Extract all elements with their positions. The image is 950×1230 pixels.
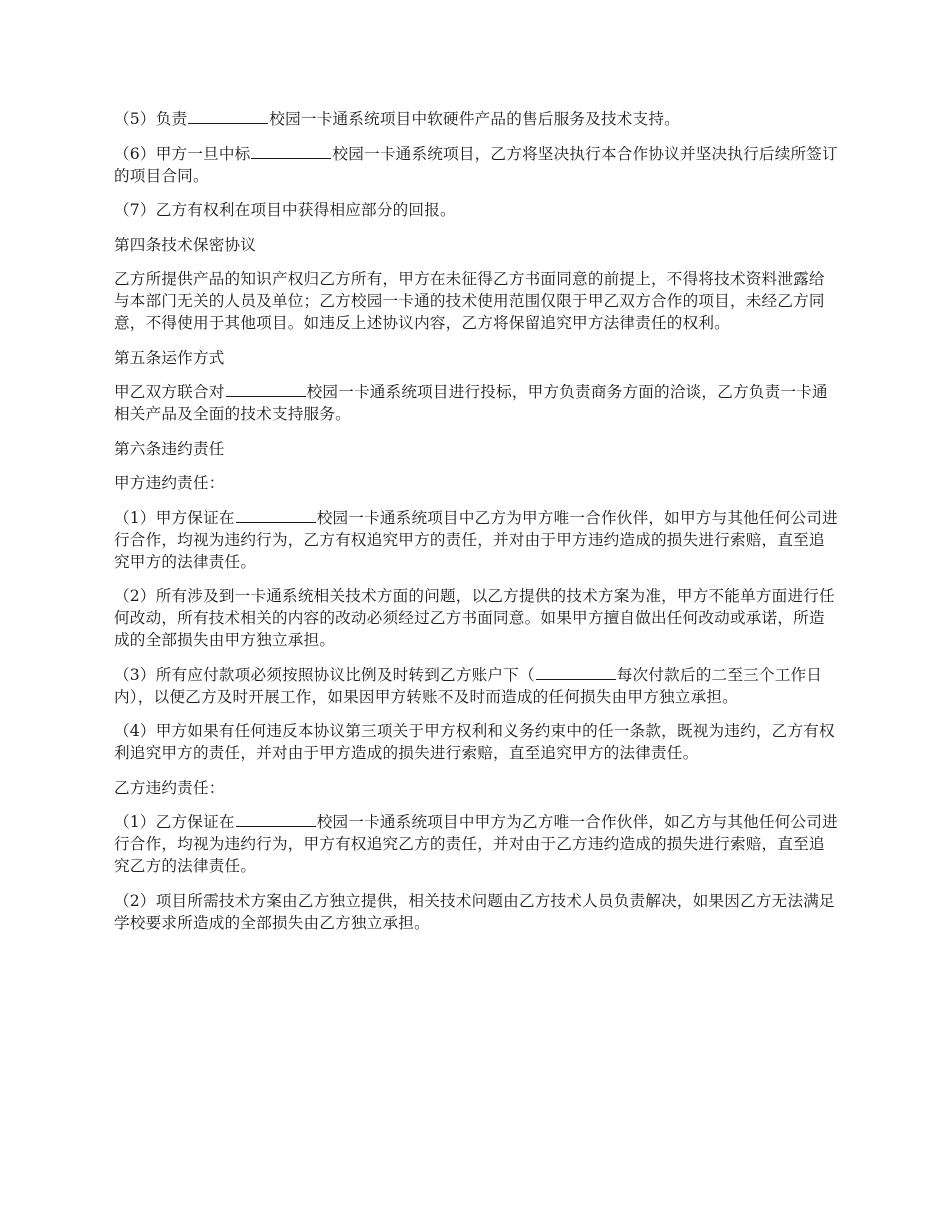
fill-in-blank[interactable] [236,507,316,523]
fill-in-blank[interactable] [226,381,306,397]
clause-text: （3）所有应付款项必须按照协议比例及时转到乙方账户下（ [114,665,535,684]
heading-text: 乙方违约责任： [114,778,225,797]
clause-text: 校园一卡通系统项目中乙方为甲方唯一合作伙伴，如甲方与其他任何公司进行合作，均视为违约行为，乙方有权追究甲方的责任，并对由于甲方违约造成的损失进行索赔，直至追究甲方的法律责任。 [114,508,838,571]
party-a-clause-3 [114,664,840,708]
party-b-clause-2 [114,890,840,934]
clause-6 [114,143,840,187]
subheading-party-b [114,777,840,799]
clause-text: （6）甲方一旦中标 [114,144,251,163]
party-a-clause-1 [114,507,840,573]
operation-paragraph [114,381,840,425]
clause-text: 校园一卡通系统项目，乙方将坚决执行本合作协议并坚决执行后续所签订的项目合同。 [114,144,838,185]
heading-text: 第五条运作方式 [114,348,225,367]
clause-text: 每次付款后的二至三个工作日内），以便乙方及时开展工作，如果因甲方转账不及时而造成的任何损失由甲方独立承担。 [114,665,823,706]
clause-text: 校园一卡通系统项目中甲方为乙方唯一合作伙伴，如乙方与其他任何公司进行合作，均视为违约行为，甲方有权追究乙方的责任，并对由于乙方违约造成的损失进行索赔，直至追究乙方的法律责任。 [114,813,838,875]
section-heading-article-6 [114,438,840,460]
party-a-clause-2 [114,585,840,651]
clause-text: （2）项目所需技术方案由乙方独立提供，相关技术问题由乙方技术人员负责解决，如果因乙方无法满足学校要求所造成的全部损失由乙方独立承担。 [114,891,835,932]
section-heading-article-4 [114,234,840,256]
clause-text: （1）甲方保证在 [114,508,235,527]
clause-text: （7）乙方有权利在项目中获得相应部分的回报。 [114,201,456,219]
fill-in-blank[interactable] [188,108,268,124]
fill-in-blank[interactable] [236,811,316,827]
clause-text: 乙方所提供产品的知识产权归乙方所有，甲方在未征得乙方书面同意的前提上，不得将技术资料泄露给与本部门无关的人员及单位；乙方校园一卡通的技术使用范围仅限于甲乙双方合作的项目，未经乙方同意，不得使用于其他项目。如违反上述协议内容，乙方将保留追究甲方法律责任的权利。 [114,270,825,332]
heading-text: 甲方违约责任： [114,474,225,492]
clause-text: （1）乙方保证在 [114,813,235,831]
clause-7 [114,199,840,221]
confidentiality-paragraph [114,268,840,334]
heading-text: 第六条违约责任 [114,439,225,458]
document-page [114,108,840,946]
clause-text: （4）甲方如果有任何违反本协议第三项关于甲方权利和义务约束中的任一条款，既视为违约，乙方有权利追究甲方的责任，并对由于甲方造成的损失进行索赔，直至追究甲方的法律责任。 [114,722,835,762]
clause-text: （2）所有涉及到一卡通系统相关技术方面的问题，以乙方提供的技术方案为准，甲方不能单方面进行任何改动，所有技术相关的内容的改动必须经过乙方书面同意。如果甲方擅自做出任何改动或承诺，所造成的全部损失由甲方独立承担。 [114,587,835,649]
fill-in-blank[interactable] [251,143,331,159]
fill-in-blank[interactable] [536,664,616,680]
party-b-clause-1 [114,811,840,877]
party-a-clause-4 [114,720,840,764]
section-heading-article-5 [114,347,840,369]
clause-5 [114,108,840,130]
clause-text: 甲乙双方联合对 [114,383,225,401]
clause-text: 校园一卡通系统项目进行投标，甲方负责商务方面的洽谈，乙方负责一卡通相关产品及全面的技术支持服务。 [114,383,828,423]
subheading-party-a [114,472,840,494]
clause-text: 校园一卡通系统项目中软硬件产品的售后服务及技术支持。 [269,110,680,128]
clause-text: （5）负责 [114,110,188,128]
heading-text: 第四条技术保密协议 [114,235,257,254]
